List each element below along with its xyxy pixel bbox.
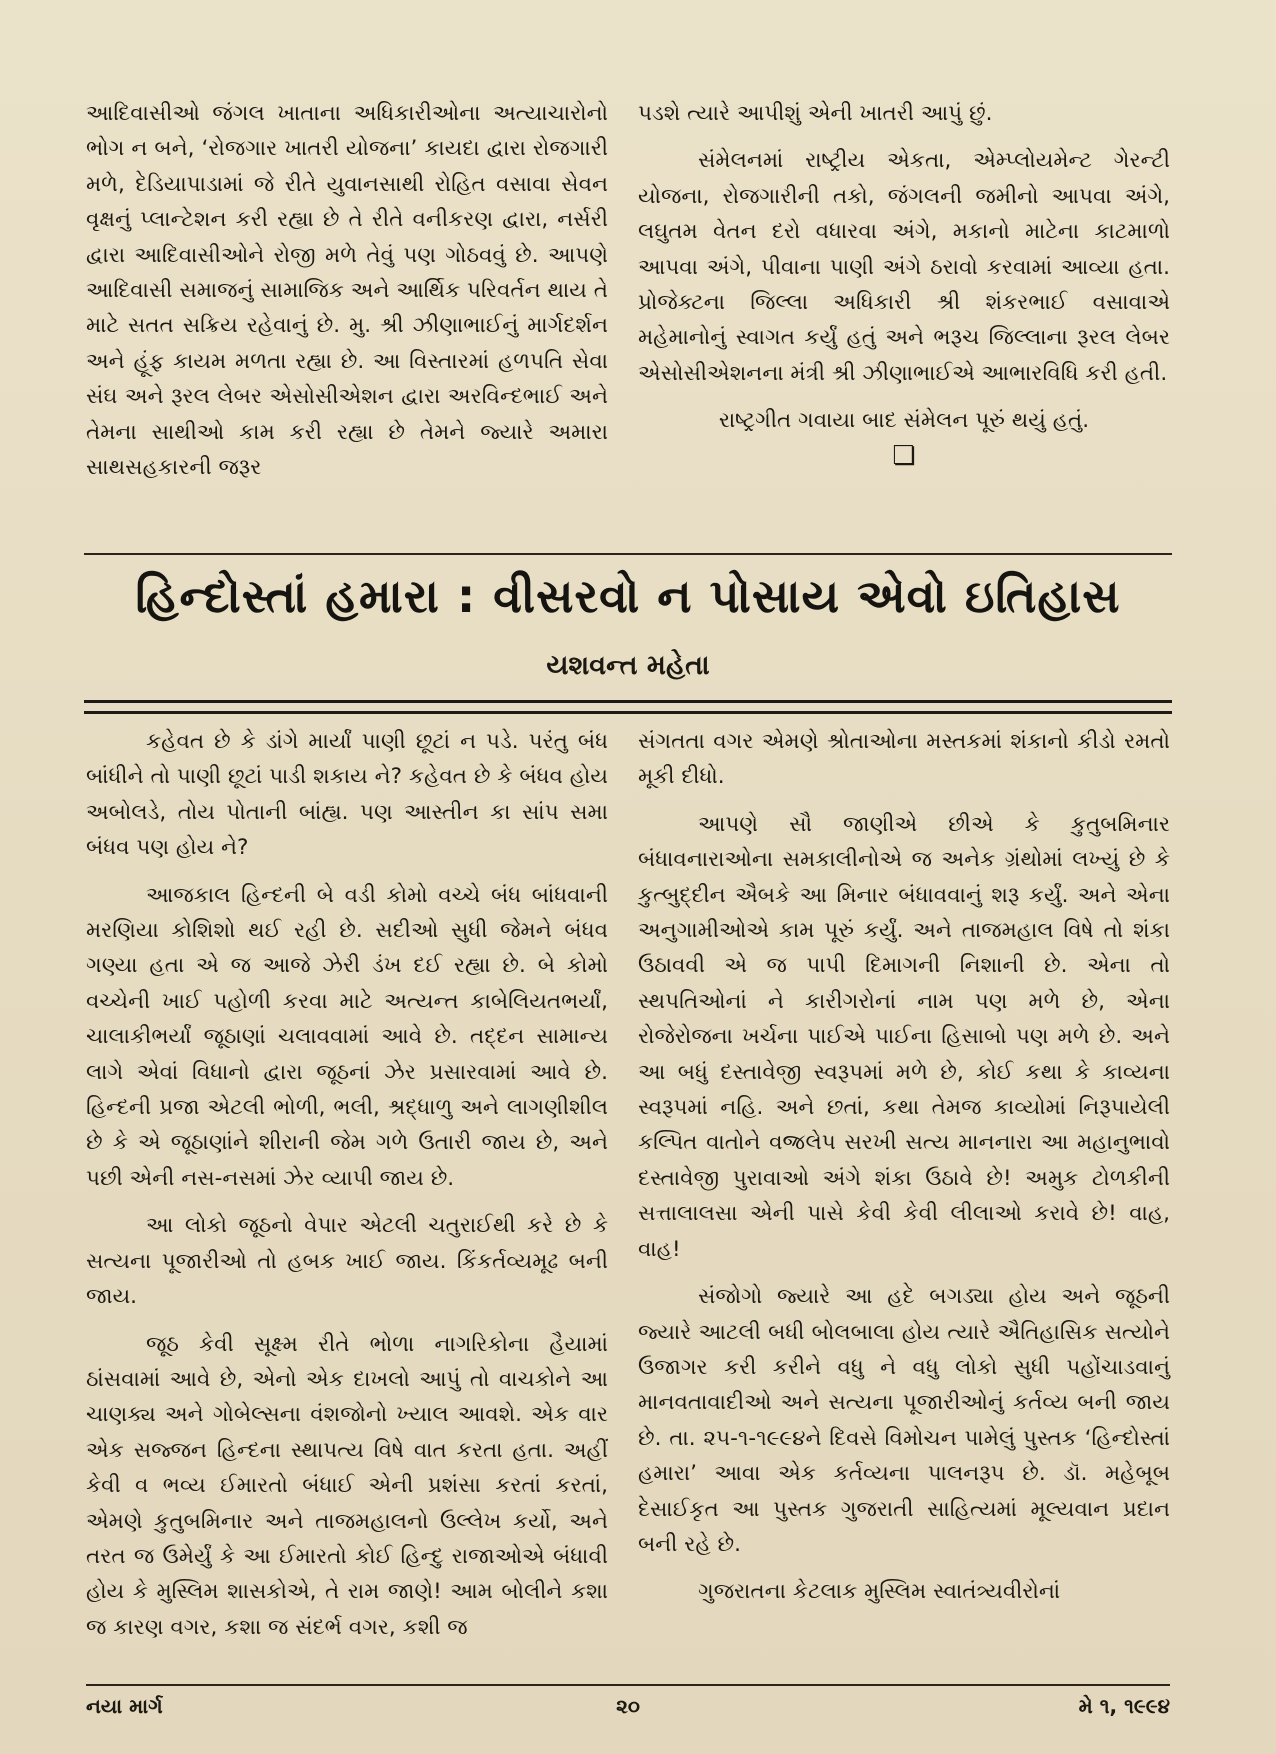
paragraph: આદિવાસીઓ જંગલ ખાતાના અધિકારીઓના અત્યાચારોનો ભોગ ન બને, ‘રોજગાર ખાતરી યોજના’ કાયદા દ્વારા રોજગારી મળે, દેડિયાપાડામાં જે રીતે યુવાનસાથી રોહિત વસાવા સેવન વૃક્ષનું પ્લાન્ટેશન કરી રહ્યા છે તે રીતે વનીકરણ દ્વારા, નર્સરી દ્વારા આદિવાસીઓને રોજી મળે તેવું પણ ગોઠવવું છે. આપણે આદિવાસી સમાજનું સામાજિક અને આર્થિક પરિવર્તન થાય તે માટે સતત સક્રિય રહેવાનું છે. મુ. શ્રી ઝીણાભાઈનું માર્ગદર્શન અને હૂંફ કાયમ મળતા રહ્યા છે. આ વિસ્તારમાં હળપતિ સેવા સંઘ અને રૂરલ લેબર એસોસીએશન દ્વારા અરવિન્દભાઈ અને તેમના સાથીઓ કામ કરી રહ્યા છે તેમને જ્યારે અમારા સાથસહકારની જરૂર	[86, 101, 608, 481]
paragraph: કહેવત છે કે ડાંગે માર્યાં પાણી છૂટાં ન પડે. પરંતુ બંધ બાંધીને તો પાણી છૂટાં પાડી શકાય ને? કહેવત છે કે બંધવ હોય અબોલડે, તોય પોતાની બાંહ્ય. પણ આસ્તીન કા સાંપ સમા બંધવ પણ હોય ને?	[86, 729, 608, 861]
paragraph: જૂઠ કેવી સૂક્ષ્મ રીતે ભોળા નાગરિકોના હૈયામાં ઠાંસવામાં આવે છે, એનો એક દાખલો આપું તો વાચકોને આ ચાણક્ય અને ગોબેલ્સના વંશજોનો ખ્યાલ આવશે. એક વાર એક સજ્જન હિન્દના સ્થાપત્ય વિષે વાત કરતા હતા. અહીં કેવી વ ભવ્ય ઈમારતો બંધાઈ એની પ્રશંસા કરતાં કરતાં, એમણે કુતુબમિનાર અને તાજમહાલનો ઉલ્લેખ કર્યો, અને તરત જ ઉમેર્યું કે આ ઈમારતો કોઈ હિન્દુ રાજાઓએ બંધાવી હોય કે મુસ્લિમ શાસકોએ, તે રામ જાણે! આમ બોલીને કશા જ કારણ વગર, કશા જ સંદર્ભ વગર, કશી જ	[86, 1331, 608, 1640]
top-left-column	[86, 96, 608, 485]
magazine-name: નયા માર્ગ	[86, 1694, 163, 1718]
top-right-column	[638, 96, 1170, 473]
article-byline: યશવન્ત મહેતા	[546, 650, 710, 681]
end-mark-icon: ❏	[892, 440, 916, 471]
article-headline: હિન્દોસ્તાં હમારા : વીસરવો ન પોસાય એવો ઇતિહાસ	[135, 569, 1121, 623]
section-divider	[84, 553, 1172, 555]
paragraph: સંગતતા વગર એમણે શ્રોતાઓના મસ્તકમાં શંકાનો કીડો રમતો મૂકી દીધો.	[638, 729, 1170, 790]
paragraph: પડશે ત્યારે આપીશું એની ખાતરી આપું છું.	[638, 101, 993, 126]
paragraph: આ લોકો જૂઠનો વેપાર એટલી ચતુરાઈથી કરે છે કે સત્યના પૂજારીઓ તો હબક ખાઈ જાય. કિંકર્તવ્યમૂઢ બની જાય.	[86, 1213, 608, 1310]
page-number: ૨૦	[616, 1694, 640, 1718]
closing-line: રાષ્ટ્રગીત ગવાયા બાદ સંમેલન પૂરું થયું હતું.	[718, 408, 1090, 434]
paragraph: સંમેલનમાં રાષ્ટ્રીય એકતા, એમ્પ્લોયમેન્ટ ગેરન્ટી યોજના, રોજગારીની તકો, જંગલની જમીનો આપવા અંગે, લઘુતમ વેતન દરો વધારવા અંગે, મકાનો માટેના કાટમાળો આપવા અંગે, પીવાના પાણી અંગે ઠરાવો કરવામાં આવ્યા હતા. પ્રોજેક્ટના જિલ્લા અધિકારી શ્રી શંકરભાઈ વસાવાએ મહેમાનોનું સ્વાગત કર્યું હતું અને ભરૂચ જિલ્લાના રૂરલ લેબર એસોસીએશનના મંત્રી શ્રી ઝીણાભાઈએ આભારવિધિ કરી હતી.	[638, 148, 1170, 386]
issue-date: મે ૧, ૧૯૯૪	[1078, 1694, 1170, 1718]
headline-double-rule	[84, 700, 1172, 714]
paragraph: આપણે સૌ જાણીએ છીએ કે કુતુબમિનાર બંધાવનારાઓના સમકાલીનોએ જ અનેક ગ્રંથોમાં લખ્યું છે કે કુત્બુદ્દીન ઐબકે આ મિનાર બંધાવવાનું શરૂ કર્યું. અને એના અનુગામીઓએ કામ પૂરું કર્યું. અને તાજમહાલ વિષે તો શંકા ઉઠાવવી એ જ પાપી દિમાગની નિશાની છે. એના તો સ્થપતિઓનાં ને કારીગરોનાં નામ પણ મળે છે, એના રોજેરોજના ખર્ચના પાઈએ પાઈના હિસાબો પણ મળે છે. અને આ બધું દસ્તાવેજી સ્વરૂપમાં મળે છે, કોઈ કથા કે કાવ્યના સ્વરૂપમાં નહિ. અને છતાં, કથા તેમજ કાવ્યોમાં નિરૂપાયેલી કલ્પિત વાતોને વજ્રલેપ સરખી સત્ય માનનારા આ મહાનુભાવો દસ્તાવેજી પુરાવાઓ અંગે શંકા ઉઠાવે છે! અમુક ટોળકીની સત્તાલાલસા એની પાસે કેવી કેવી લીલાઓ કરાવે છે! વાહ, વાહ!	[638, 811, 1170, 1262]
paragraph: આજકાલ હિન્દની બે વડી કોમો વચ્ચે બંધ બાંધવાની મરણિયા કોશિશો થઈ રહી છે. સદીઓ સુધી જેમને બંધવ ગણ્યા હતા એ જ આજે ઝેરી ડંખ દઈ રહ્યા છે. બે કોમો વચ્ચેની ખાઈ પહોળી કરવા માટે અત્યન્ત કાબેલિયતભર્યાં, ચાલાકીભર્યાં જૂઠાણાં ચલાવવામાં આવે છે. તદ્દન સામાન્ય લાગે એવાં વિધાનો દ્વારા જૂઠનાં ઝેર પ્રસારવામાં આવે છે. હિન્દની પ્રજા એટલી ભોળી, ભલી, શ્રદ્ધાળુ અને લાગણીશીલ છે કે એ જૂઠાણાંને શીરાની જેમ ગળે ઉતારી જાય છે, અને પછી એની નસ-નસમાં ઝેર વ્યાપી જાય છે.	[86, 882, 608, 1191]
page-footer	[86, 1684, 1170, 1724]
paragraph: સંજોગો જ્યારે આ હદે બગડ્યા હોય અને જૂઠની જ્યારે આટલી બધી બોલબાલા હોય ત્યારે ઐતિહાસિક સત્યોને ઉજાગર કરી કરીને વધુ ને વધુ લોકો સુધી પહોંચાડવાનું માનવતાવાદીઓ અને સત્યના પૂજારીઓનું કર્તવ્ય બની જાય છે. તા. ૨૫-૧-૧૯૯૪ને દિવસે વિમોચન પામેલું પુસ્તક ‘હિન્દોસ્તાં હમારા’ આવા એક કર્તવ્યના પાલનરૂપ છે. ડૉ. મહેબૂબ દેસાઈકૃત આ પુસ્તક ગુજરાતી સાહિત્યમાં મૂલ્યવાન પ્રદાન બની રહે છે.	[638, 1284, 1170, 1557]
bottom-right-column	[638, 724, 1170, 1610]
bottom-left-column	[86, 724, 608, 1645]
footer-rule	[86, 1684, 1170, 1686]
paragraph: ગુજરાતના કેટલાક મુસ્લિમ સ્વાતંત્ર્યવીરોનાં	[698, 1579, 1061, 1605]
